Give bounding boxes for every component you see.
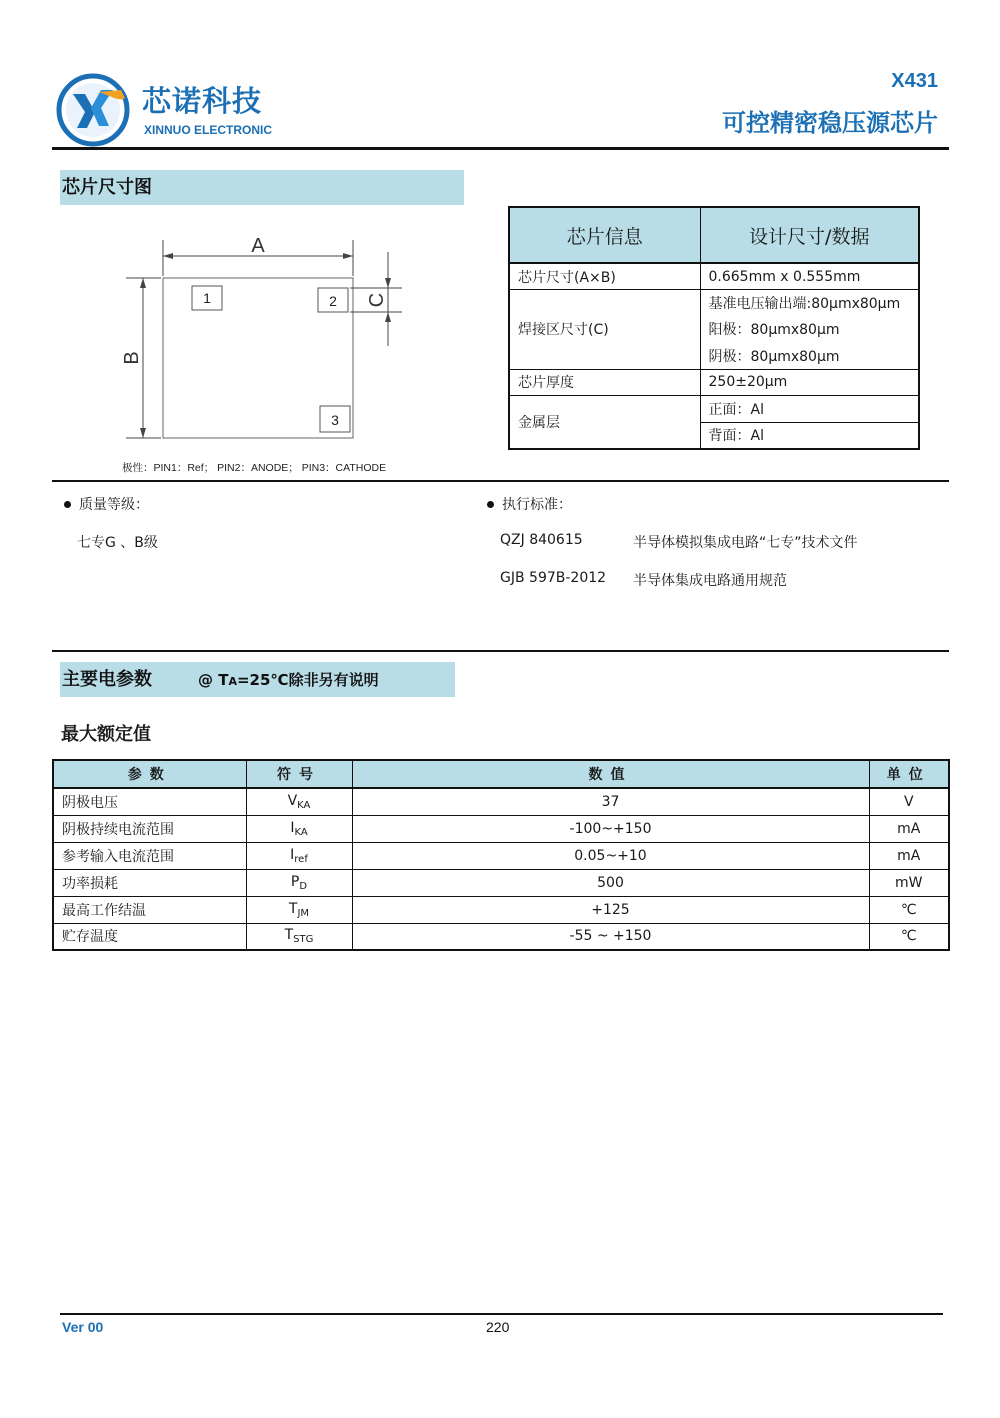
company-logo-icon (55, 72, 131, 148)
part-description: 可控精密稳压源芯片 (722, 109, 938, 137)
value-cell: 500 (352, 869, 869, 896)
standards-title-text: 执行标准： (502, 497, 572, 513)
table-cell-value: 阴极：80μmx80μm (700, 343, 919, 370)
bullet-icon (487, 501, 494, 508)
table-row (509, 290, 919, 317)
param-cell: 贮存温度 (53, 923, 246, 950)
symbol-cell (246, 815, 352, 842)
dim-label-b: B (121, 351, 143, 365)
table-cell-value: 背面：Al (700, 422, 919, 449)
table-header-row (509, 207, 919, 263)
quality-title (64, 494, 149, 514)
arrow-b-top (140, 278, 146, 288)
brand-name-cn: 芯诺科技 (142, 84, 263, 118)
table-cell-value: 基准电压输出端:80μmx80μm (700, 290, 919, 317)
param-cell: 阴极电压 (53, 788, 246, 815)
arrow-a-left (163, 253, 173, 259)
param-cell: 阴极持续电流范围 (53, 815, 246, 842)
symbol-sub: JM (297, 907, 310, 919)
table-header-row (53, 760, 949, 788)
page-number: 220 (486, 1319, 510, 1335)
table-cell-value: 0.665mm x 0.555mm (700, 263, 919, 290)
symbol-cell (246, 788, 352, 815)
polarity-note: 极性：PIN1：Ref； PIN2：ANODE； PIN3：CATHODE (122, 462, 387, 474)
symbol-main: I (290, 846, 295, 863)
part-number: X431 (891, 70, 938, 92)
section-title-text: 主要电参数 (62, 669, 152, 690)
arrow-c-top (385, 278, 391, 288)
table-cell-value: 正面：Al (700, 396, 919, 423)
table-header-cell: 芯片信息 (509, 207, 700, 263)
symbol-main: T (284, 927, 294, 944)
standards-title (487, 494, 572, 514)
symbol-cell (246, 869, 352, 896)
unit-cell: mA (869, 842, 949, 869)
bullet-icon (64, 501, 71, 508)
table-header-cell: 设计尺寸/数据 (700, 207, 919, 263)
section-rule (52, 650, 949, 652)
version-label: Ver 00 (62, 1319, 104, 1335)
value-cell: -100~+150 (352, 815, 869, 842)
table-header-cell: 数值 (352, 760, 869, 788)
dim-label-a: A (251, 235, 265, 257)
max-ratings-table (52, 759, 950, 951)
note-sub: A (228, 675, 237, 688)
max-ratings-title: 最大额定值 (61, 724, 151, 745)
symbol-sub: STG (293, 934, 314, 946)
param-cell: 功率损耗 (53, 869, 246, 896)
symbol-main: T (288, 900, 298, 917)
unit-cell: ℃ (869, 896, 949, 923)
arrow-b-bottom (140, 428, 146, 438)
standard-desc: 半导体集成电路通用规范 (633, 573, 787, 589)
section-condition-note (198, 671, 379, 689)
value-cell: +125 (352, 896, 869, 923)
section-title-params (60, 662, 455, 697)
table-cell-label: 金属层 (509, 396, 700, 449)
table-row (53, 815, 949, 842)
symbol-main: P (290, 873, 300, 890)
symbol-cell (246, 896, 352, 923)
symbol-cell (246, 842, 352, 869)
table-row (53, 923, 949, 950)
arrow-a-right (343, 253, 353, 259)
arrow-c-bottom (385, 312, 391, 322)
param-cell: 参考输入电流范围 (53, 842, 246, 869)
quality-value: 七专G 、B级 (77, 535, 158, 551)
param-cell: 最高工作结温 (53, 896, 246, 923)
unit-cell: mW (869, 869, 949, 896)
unit-cell: mA (869, 815, 949, 842)
value-cell: 37 (352, 788, 869, 815)
note-prefix: @ T (198, 671, 229, 689)
table-row (53, 842, 949, 869)
unit-cell: V (869, 788, 949, 815)
pad-1-label: 1 (203, 290, 211, 306)
symbol-sub: ref (294, 853, 308, 865)
standard-code: GJB 597B-2012 (500, 570, 607, 586)
table-cell-label: 焊接区尺寸(C) (509, 290, 700, 370)
section-title-chip-dims (60, 170, 464, 205)
table-header-cell: 参数 (53, 760, 246, 788)
table-row (53, 896, 949, 923)
symbol-sub: KA (297, 799, 311, 811)
value-cell: 0.05~+10 (352, 842, 869, 869)
table-cell-value: 250±20μm (700, 369, 919, 396)
table-row (509, 369, 919, 396)
quality-title-text: 质量等级： (79, 497, 149, 513)
dim-label-c: C (366, 292, 388, 308)
symbol-main: V (287, 792, 298, 809)
section-title-text: 芯片尺寸图 (62, 177, 152, 198)
note-suffix: =25℃除非另有说明 (236, 671, 379, 689)
header-rule (52, 147, 949, 150)
standard-code: QZJ 840615 (500, 532, 583, 548)
table-row (53, 788, 949, 815)
symbol-main: I (290, 819, 295, 836)
table-cell-label: 芯片厚度 (509, 369, 700, 396)
chip-info-table (508, 206, 920, 450)
table-cell-label: 芯片尺寸(A×B) (509, 263, 700, 290)
pad-2-label: 2 (329, 293, 337, 309)
unit-cell: ℃ (869, 923, 949, 950)
table-row (509, 396, 919, 423)
table-row (53, 869, 949, 896)
chip-dimension-diagram (110, 228, 420, 448)
pad-3-label: 3 (331, 412, 339, 428)
table-header-cell: 符号 (246, 760, 352, 788)
table-cell-value: 阳极：80μmx80μm (700, 316, 919, 343)
symbol-cell (246, 923, 352, 950)
standard-desc: 半导体模拟集成电路“七专”技术文件 (633, 535, 858, 551)
section-rule (52, 480, 949, 482)
footer-rule (60, 1313, 943, 1315)
symbol-sub: KA (294, 826, 308, 838)
table-row (509, 263, 919, 290)
symbol-sub: D (299, 880, 308, 892)
brand-name-en: XINNUO ELECTRONIC (144, 123, 273, 137)
table-header-cell: 单位 (869, 760, 949, 788)
value-cell: -55 ~ +150 (352, 923, 869, 950)
